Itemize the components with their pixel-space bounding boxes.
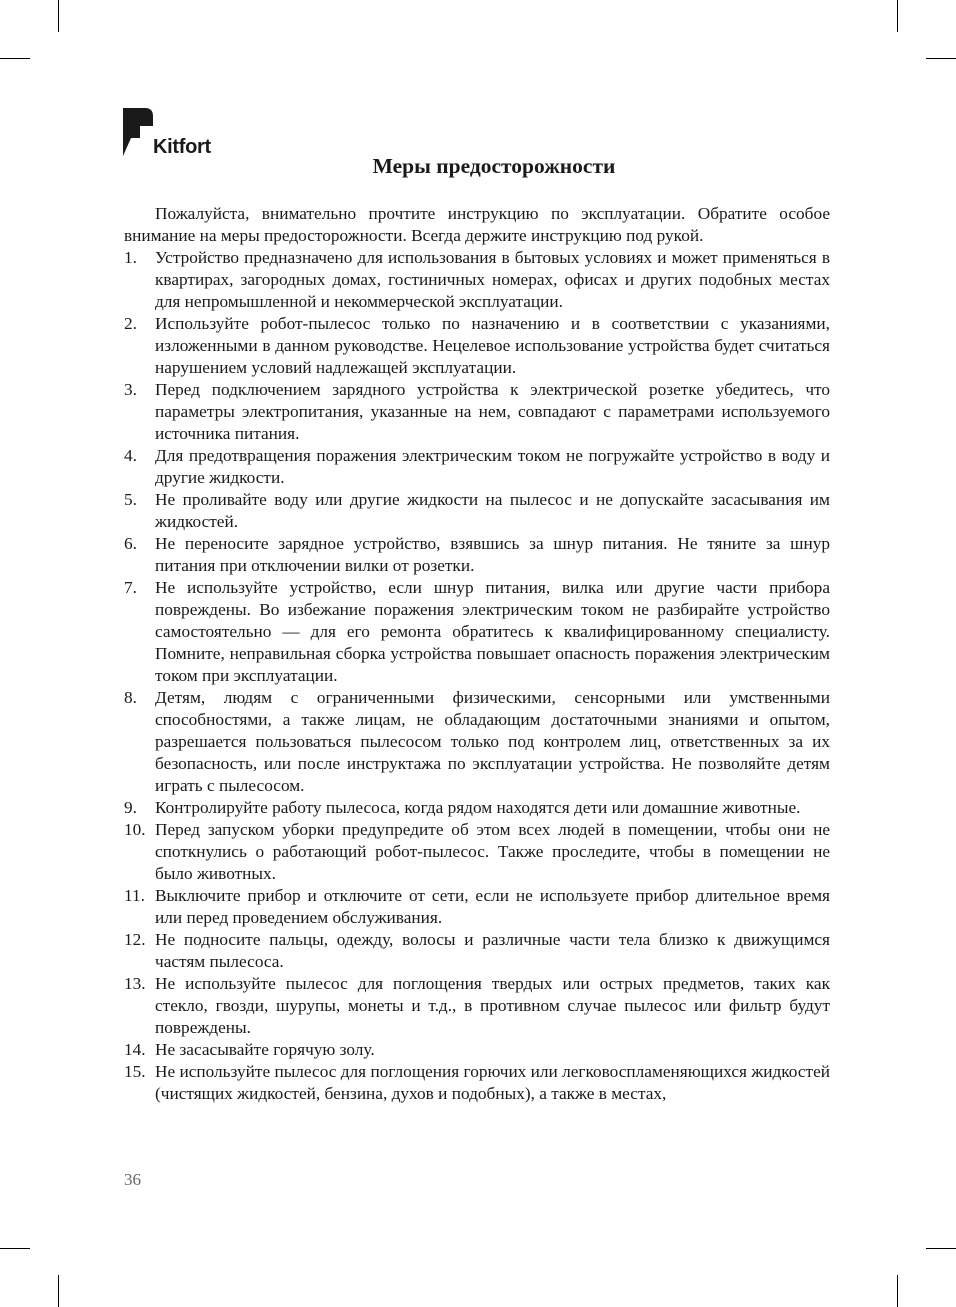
list-item <box>124 489 830 533</box>
brand-name: Kitfort <box>153 136 211 158</box>
item-text: Контролируйте работу пылесоса, когда рядом находятся дети или домашние животные. <box>155 798 801 817</box>
list-item <box>124 929 830 973</box>
list-item <box>124 797 830 819</box>
list-item <box>124 533 830 577</box>
item-number: 3. <box>124 380 137 399</box>
list-item <box>124 247 830 313</box>
list-item <box>124 577 830 687</box>
item-text: Детям, людям с ограниченными физическими, сенсорными или умственными способностями, а также лицам, не обладающим достаточными знаниями и опытом, разрешается пользоваться пылесосом только под контролем лиц, ответственных за их безопасность, или после инструктажа по эксплуатации устройства. Не позволяйте детям играть с пылесосом. <box>155 688 830 795</box>
item-number: 8. <box>124 688 137 707</box>
item-number: 13. <box>124 974 146 993</box>
item-number: 11. <box>124 886 145 905</box>
kitfort-logo-icon <box>123 108 153 158</box>
list-item <box>124 885 830 929</box>
item-number: 7. <box>124 578 137 597</box>
item-number: 6. <box>124 534 137 553</box>
list-item <box>124 445 830 489</box>
item-number: 2. <box>124 314 137 333</box>
item-number: 12. <box>124 930 146 949</box>
crop-mark <box>897 1275 898 1307</box>
item-text: Перед подключением зарядного устройства к электрической розетке убедитесь, что параметры электропитания, указанные на нем, совпадают с параметрами используемого источника питания. <box>155 380 830 443</box>
item-text: Не засасывайте горячую золу. <box>155 1040 375 1059</box>
list-item <box>124 973 830 1039</box>
item-number: 1. <box>124 248 137 267</box>
item-text: Для предотвращения поражения электрическим током не погружайте устройство в воду и другие жидкости. <box>155 446 830 487</box>
list-item <box>124 687 830 797</box>
document-body <box>124 203 830 1105</box>
item-text: Не используйте устройство, если шнур питания, вилка или другие части прибора повреждены. Во избежание поражения электрическим током не разбирайте устройство самостоятельно — для его ремонта обратитесь к квалифицированному специалисту. Помните, неправильная сборка устройства повышает опасность поражения электрическим током при эксплуатации. <box>155 578 830 685</box>
item-number: 5. <box>124 490 137 509</box>
item-text: Устройство предназначено для использования в бытовых условиях и может применяться в квартирах, загородных домах, гостиничных номерах, офисах и других подобных местах для непромышленной и некоммерческой эксплуатации. <box>155 248 830 311</box>
list-item <box>124 313 830 379</box>
item-number: 4. <box>124 446 137 465</box>
item-number: 15. <box>124 1062 146 1081</box>
crop-mark <box>58 0 59 32</box>
item-number: 9. <box>124 798 137 817</box>
intro-paragraph: Пожалуйста, внимательно прочтите инструкцию по эксплуатации. Обратите особое внимание на меры предосторожности. Всегда держите инструкцию под рукой. <box>124 204 830 245</box>
item-text: Не переносите зарядное устройство, взявшись за шнур питания. Не тяните за шнур питания при отключении вилки от розетки. <box>155 534 830 575</box>
item-text: Выключите прибор и отключите от сети, если не используете прибор длительное время или перед проведением обслуживания. <box>155 886 830 927</box>
item-number: 10. <box>124 820 146 839</box>
crop-mark <box>0 58 30 59</box>
list-item <box>124 379 830 445</box>
item-number: 14. <box>124 1040 146 1059</box>
item-text: Перед запуском уборки предупредите об этом всех людей в помещении, чтобы они не споткнулись о работающий робот-пылесос. Также проследите, чтобы в помещении не было животных. <box>155 820 830 883</box>
crop-mark <box>926 1248 956 1249</box>
page-title: Меры предосторожности <box>372 154 616 178</box>
item-text: Не используйте пылесос для поглощения твердых или острых предметов, таких как стекло, гвозди, шурупы, монеты и т.д., в противном случае пылесос или фильтр будут повреждены. <box>155 974 830 1037</box>
crop-mark <box>926 58 956 59</box>
crop-mark <box>897 0 898 32</box>
crop-mark <box>58 1275 59 1307</box>
item-text: Не используйте пылесос для поглощения горючих или легковоспламеняющихся жидкостей (чистящих жидкостей, бензина, духов и подобных), а также в местах, <box>155 1062 831 1103</box>
item-text: Используйте робот-пылесос только по назначению и в соответствии с указаниями, изложенными в данном руководстве. Нецелевое использование устройства будет считаться нарушением условий надлежащей эксплуатации. <box>155 314 830 377</box>
item-text: Не подносите пальцы, одежду, волосы и различные части тела близко к движущимся частям пылесоса. <box>155 930 830 971</box>
list-item <box>124 1061 830 1105</box>
brand-logo <box>123 108 233 160</box>
item-text: Не проливайте воду или другие жидкости на пылесос и не допускайте засасывания им жидкостей. <box>155 490 830 531</box>
precautions-list <box>124 247 830 1105</box>
list-item <box>124 819 830 885</box>
list-item <box>124 1039 830 1061</box>
crop-mark <box>0 1248 30 1249</box>
page-number: 36 <box>124 1170 141 1189</box>
